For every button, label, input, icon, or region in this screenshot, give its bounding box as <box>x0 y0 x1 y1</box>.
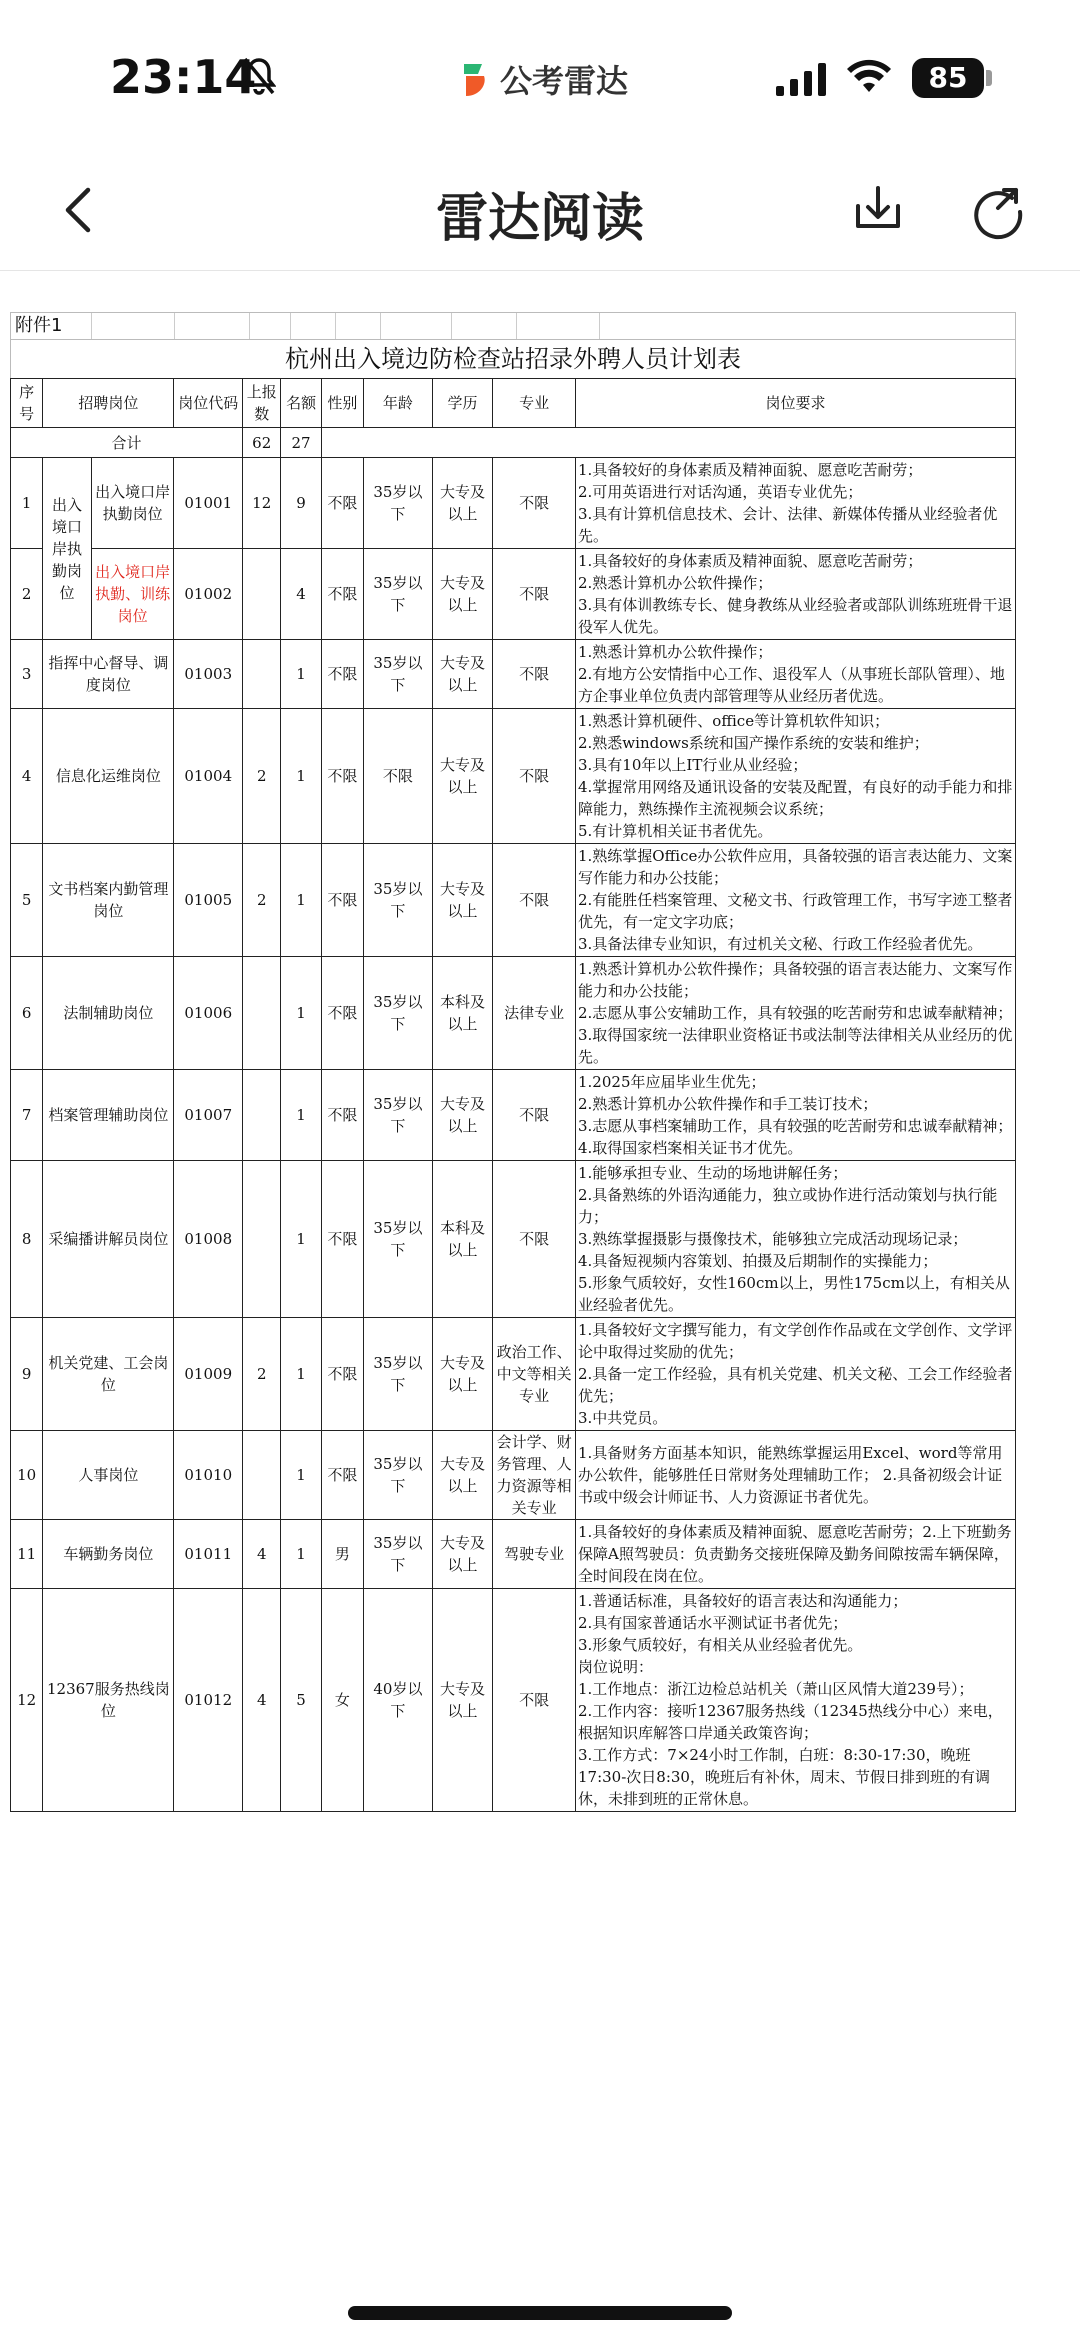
gender-cell: 女 <box>321 1589 363 1812</box>
header-cell: 岗位要求 <box>576 379 1016 428</box>
education-cell: 大专及以上 <box>432 1431 493 1520</box>
major-cell: 政治工作、中文等相关专业 <box>493 1318 576 1431</box>
gender-cell: 不限 <box>321 1318 363 1431</box>
position-cell: 文书档案内勤管理岗位 <box>43 844 174 957</box>
reported-count <box>243 1431 281 1520</box>
position-cell: 法制辅助岗位 <box>43 957 174 1070</box>
quota-count: 1 <box>281 1318 321 1431</box>
education-cell: 大专及以上 <box>432 549 493 640</box>
position-cell: 人事岗位 <box>43 1431 174 1520</box>
row-number: 3 <box>11 640 43 709</box>
table-row <box>11 844 1016 957</box>
quota-count: 1 <box>281 844 321 957</box>
total-row <box>11 428 1016 458</box>
position-code: 01008 <box>174 1161 243 1318</box>
table-row <box>11 709 1016 844</box>
brand-name: 公考雷达 <box>500 62 629 100</box>
position-code: 01001 <box>174 458 243 549</box>
group-label-cell: 出入境口岸执勤岗位 <box>43 458 91 640</box>
reported-count: 2 <box>243 844 281 957</box>
education-cell: 大专及以上 <box>432 1520 493 1589</box>
row-number: 6 <box>11 957 43 1070</box>
position-code: 01010 <box>174 1431 243 1520</box>
quota-count: 1 <box>281 709 321 844</box>
total-reported: 62 <box>243 428 281 458</box>
attachment-label: 附件1 <box>11 313 92 339</box>
row-number: 1 <box>11 458 43 549</box>
page-title: 雷达阅读 <box>435 189 644 249</box>
reported-count <box>243 1161 281 1318</box>
position-cell: 车辆勤务岗位 <box>43 1520 174 1589</box>
position-cell: 出入境口岸执勤、训练岗位 <box>91 549 174 640</box>
cellular-signal-icon <box>776 62 826 96</box>
position-cell: 出入境口岸执勤岗位 <box>91 458 174 549</box>
requirements-cell: 1.熟悉计算机硬件、office等计算机软件知识； 2.熟悉windows系统和国产操作系统的安装和维护； 3.具有10年以上IT行业从业经验； 4.掌握常用网络及通讯设备的安装及配置，有良好的动手能力和排障能力，熟练操作主流视频会议系统； 5.有计算机相关证书者优先。 <box>576 709 1016 844</box>
table-row <box>11 458 1016 549</box>
age-cell: 35岁以下 <box>364 1431 433 1520</box>
age-cell: 35岁以下 <box>364 640 433 709</box>
total-quota: 27 <box>281 428 321 458</box>
row-number: 10 <box>11 1431 43 1520</box>
row-number: 4 <box>11 709 43 844</box>
requirements-cell: 1.具备较好文字撰写能力，有文学创作作品或在文学创作、文学评论中取得过奖励的优先； 2.具备一定工作经验，具有机关党建、机关文秘、工会工作经验者优先； 3.中共党员。 <box>576 1318 1016 1431</box>
share-icon <box>968 180 1028 240</box>
recruitment-table <box>10 378 1016 1812</box>
position-code: 01011 <box>174 1520 243 1589</box>
gender-cell: 不限 <box>321 640 363 709</box>
gender-cell: 不限 <box>321 549 363 640</box>
position-code: 01009 <box>174 1318 243 1431</box>
requirements-cell: 1.普通话标准，具备较好的语言表达和沟通能力； 2.具有国家普通话水平测试证书者优先； 3.形象气质较好，有相关从业经验者优先。 岗位说明： 1.工作地点：浙江边检总站机关（萧山区风情大道239号）； 2.工作内容：接听12367服务热线（12345热线分中心）来电，根据知识库解答口岸通关政策咨询； 3.工作方式：7×24小时工作制，白班：8:30-17:30，晚班17:30-次日8:30，晚班后有补休，周末、节假日排到班的有调休，未排到班的正常休息。 <box>576 1589 1016 1812</box>
reported-count: 2 <box>243 1318 281 1431</box>
reported-count <box>243 1070 281 1161</box>
position-cell: 档案管理辅助岗位 <box>43 1070 174 1161</box>
position-cell: 指挥中心督导、调度岗位 <box>43 640 174 709</box>
reported-count: 12 <box>243 458 281 549</box>
position-code: 01005 <box>174 844 243 957</box>
download-icon <box>848 180 908 240</box>
education-cell: 大专及以上 <box>432 709 493 844</box>
battery-indicator: 85 <box>912 58 984 98</box>
table-row <box>11 957 1016 1070</box>
row-number: 5 <box>11 844 43 957</box>
major-cell: 不限 <box>493 640 576 709</box>
status-bar <box>0 0 1080 150</box>
brand-logo-icon <box>462 60 490 98</box>
header-cell: 上报数 <box>243 379 281 428</box>
major-cell: 会计学、财务管理、人力资源等相关专业 <box>493 1431 576 1520</box>
document-viewer[interactable] <box>10 312 1016 1812</box>
quota-count: 5 <box>281 1589 321 1812</box>
reported-count: 4 <box>243 1589 281 1812</box>
age-cell: 35岁以下 <box>364 1070 433 1161</box>
nav-bar <box>0 150 1080 271</box>
quota-count: 1 <box>281 1520 321 1589</box>
quota-count: 1 <box>281 640 321 709</box>
major-cell: 驾驶专业 <box>493 1520 576 1589</box>
reported-count: 2 <box>243 709 281 844</box>
age-cell: 40岁以下 <box>364 1589 433 1812</box>
battery-tip <box>986 70 992 86</box>
header-cell: 岗位代码 <box>174 379 243 428</box>
age-cell: 35岁以下 <box>364 957 433 1070</box>
download-button[interactable] <box>848 180 908 240</box>
major-cell: 不限 <box>493 549 576 640</box>
education-cell: 大专及以上 <box>432 1318 493 1431</box>
reported-count <box>243 549 281 640</box>
requirements-cell: 1.具备较好的身体素质及精神面貌、愿意吃苦耐劳； 2.可用英语进行对话沟通，英语专业优先； 3.具有计算机信息技术、会计、法律、新媒体传播从业经验者优先。 <box>576 458 1016 549</box>
age-cell: 35岁以下 <box>364 1161 433 1318</box>
major-cell: 不限 <box>493 844 576 957</box>
reported-count: 4 <box>243 1520 281 1589</box>
header-cell: 学历 <box>432 379 493 428</box>
position-code: 01006 <box>174 957 243 1070</box>
attachment-row <box>10 312 1016 339</box>
gender-cell: 不限 <box>321 709 363 844</box>
gender-cell: 不限 <box>321 1161 363 1318</box>
position-code: 01003 <box>174 640 243 709</box>
table-row <box>11 640 1016 709</box>
age-cell: 35岁以下 <box>364 549 433 640</box>
major-cell: 不限 <box>493 709 576 844</box>
requirements-cell: 1.能够承担专业、生动的场地讲解任务； 2.具备熟练的外语沟通能力，独立或协作进行活动策划与执行能力； 3.熟练掌握摄影与摄像技术，能够独立完成活动现场记录； 4.具备短视频内容策划、拍摄及后期制作的实操能力； 5.形象气质较好，女性160cm以上，男性175cm以上，有相关从业经验者优先。 <box>576 1161 1016 1318</box>
major-cell: 不限 <box>493 1070 576 1161</box>
quota-count: 4 <box>281 549 321 640</box>
reported-count <box>243 957 281 1070</box>
position-code: 01012 <box>174 1589 243 1812</box>
age-cell: 35岁以下 <box>364 1318 433 1431</box>
gender-cell: 不限 <box>321 844 363 957</box>
row-number: 12 <box>11 1589 43 1812</box>
requirements-cell: 1.具备财务方面基本知识，能熟练掌握运用Excel、word等常用办公软件，能够胜任日常财务处理辅助工作； 2.具备初级会计证书或中级会计师证书、人力资源证书者优先。 <box>576 1431 1016 1520</box>
major-cell: 法律专业 <box>493 957 576 1070</box>
table-row <box>11 1161 1016 1318</box>
row-number: 8 <box>11 1161 43 1318</box>
header-cell: 性别 <box>321 379 363 428</box>
header-cell: 招聘岗位 <box>43 379 174 428</box>
table-row <box>11 1589 1016 1812</box>
table-row <box>11 549 1016 640</box>
education-cell: 本科及以上 <box>432 957 493 1070</box>
gender-cell: 不限 <box>321 957 363 1070</box>
row-number: 9 <box>11 1318 43 1431</box>
education-cell: 大专及以上 <box>432 1070 493 1161</box>
requirements-cell: 1.熟悉计算机办公软件操作；具备较强的语言表达能力、文案写作能力和办公技能； 2.志愿从事公安辅助工作，具有较强的吃苦耐劳和忠诚奉献精神； 3.取得国家统一法律职业资格证书或法制等法律相关从业经历的优先。 <box>576 957 1016 1070</box>
total-label: 合计 <box>11 428 243 458</box>
age-cell: 35岁以下 <box>364 458 433 549</box>
education-cell: 本科及以上 <box>432 1161 493 1318</box>
silent-bell-icon <box>242 56 276 100</box>
position-cell: 12367服务热线岗位 <box>43 1589 174 1812</box>
share-button[interactable] <box>968 180 1028 240</box>
education-cell: 大专及以上 <box>432 458 493 549</box>
education-cell: 大专及以上 <box>432 1589 493 1812</box>
reported-count <box>243 640 281 709</box>
position-cell: 信息化运维岗位 <box>43 709 174 844</box>
header-cell: 专业 <box>493 379 576 428</box>
age-cell: 不限 <box>364 709 433 844</box>
table-row <box>11 1318 1016 1431</box>
position-code: 01007 <box>174 1070 243 1161</box>
requirements-cell: 1.具备较好的身体素质及精神面貌、愿意吃苦耐劳； 2.熟悉计算机办公软件操作； 3.具有体训教练专长、健身教练从业经验者或部队训练班班骨干退役军人优先。 <box>576 549 1016 640</box>
education-cell: 大专及以上 <box>432 844 493 957</box>
gender-cell: 男 <box>321 1520 363 1589</box>
row-number: 7 <box>11 1070 43 1161</box>
position-cell: 机关党建、工会岗位 <box>43 1318 174 1431</box>
row-number: 11 <box>11 1520 43 1589</box>
document-title: 杭州出入境边防检查站招录外聘人员计划表 <box>10 339 1016 378</box>
quota-count: 1 <box>281 957 321 1070</box>
major-cell: 不限 <box>493 1589 576 1812</box>
position-code: 01004 <box>174 709 243 844</box>
header-cell: 序号 <box>11 379 43 428</box>
wifi-icon <box>846 58 892 98</box>
header-cell: 名额 <box>281 379 321 428</box>
requirements-cell: 1.具备较好的身体素质及精神面貌、愿意吃苦耐劳；2.上下班勤务保障A照驾驶员：负责勤务交接班保障及勤务间隙按需车辆保障，全时间段在岗在位。 <box>576 1520 1016 1589</box>
age-cell: 35岁以下 <box>364 844 433 957</box>
position-code: 01002 <box>174 549 243 640</box>
home-indicator[interactable] <box>348 2306 732 2320</box>
requirements-cell: 1.熟悉计算机办公软件操作； 2.有地方公安情指中心工作、退役军人（从事班长部队管理）、地方企事业单位负责内部管理等从业经历者优选。 <box>576 640 1016 709</box>
position-cell: 采编播讲解员岗位 <box>43 1161 174 1318</box>
table-row <box>11 1520 1016 1589</box>
gender-cell: 不限 <box>321 1431 363 1520</box>
status-time: 23:14 <box>110 50 257 104</box>
header-cell: 年龄 <box>364 379 433 428</box>
table-row <box>11 1070 1016 1161</box>
app-brand <box>462 56 628 102</box>
gender-cell: 不限 <box>321 458 363 549</box>
table-row <box>11 1431 1016 1520</box>
major-cell: 不限 <box>493 458 576 549</box>
quota-count: 9 <box>281 458 321 549</box>
quota-count: 1 <box>281 1161 321 1318</box>
gender-cell: 不限 <box>321 1070 363 1161</box>
major-cell: 不限 <box>493 1161 576 1318</box>
requirements-cell: 1.熟练掌握Office办公软件应用，具备较强的语言表达能力、文案写作能力和办公技能； 2.有能胜任档案管理、文秘文书、行政管理工作，书写字迹工整者优先，有一定文字功底； 3.具备法律专业知识，有过机关文秘、行政工作经验者优先。 <box>576 844 1016 957</box>
table-header-row <box>11 379 1016 428</box>
education-cell: 大专及以上 <box>432 640 493 709</box>
requirements-cell: 1.2025年应届毕业生优先； 2.熟悉计算机办公软件操作和手工装订技术； 3.志愿从事档案辅助工作，具有较强的吃苦耐劳和忠诚奉献精神； 4.取得国家档案相关证书才优先。 <box>576 1070 1016 1161</box>
quota-count: 1 <box>281 1070 321 1161</box>
quota-count: 1 <box>281 1431 321 1520</box>
age-cell: 35岁以下 <box>364 1520 433 1589</box>
row-number: 2 <box>11 549 43 640</box>
